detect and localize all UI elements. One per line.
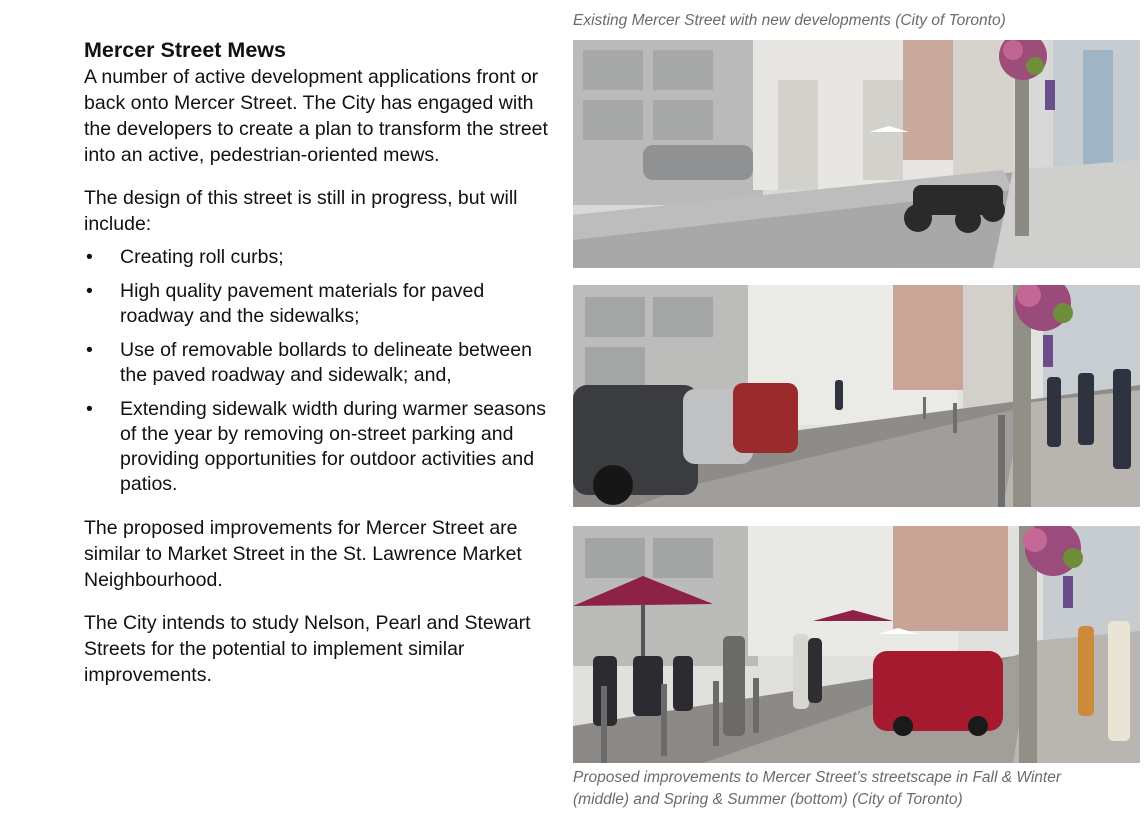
design-paragraph: The design of this street is still in progress, but will include: <box>84 187 518 235</box>
improvements-list <box>84 245 554 497</box>
article-heading: Mercer Street Mews <box>84 38 286 62</box>
bullet-icon: • <box>86 339 93 361</box>
bottom-caption: Proposed improvements to Mercer Street’s streetscape in Fall & Winter (middle) and Spring & Summer (bottom) (City of Toronto) <box>573 769 1062 808</box>
list-item: • Extending sidewalk width during warmer seasons of the year by removing on-street parking and providing opportunities for outdoor activities and patios. <box>86 398 546 495</box>
bullet-icon: • <box>86 398 93 420</box>
bullet-icon: • <box>86 280 93 302</box>
list-item: • Use of removable bollards to delineate between the paved roadway and sidewalk; and, <box>86 339 532 386</box>
list-item: • High quality pavement materials for paved roadway and the sidewalks; <box>86 280 485 327</box>
market-street-paragraph: The proposed improvements for Mercer Street are similar to Market Street in the St. Lawrence Market Neighbourhood. <box>84 517 522 591</box>
fall-winter-rendering <box>573 285 1140 507</box>
intro-paragraph: A number of active development applications front or back onto Mercer Street. The City has engaged with the developers to create a plan to transform the street into an active, pedestrian-oriented mews. <box>84 66 548 166</box>
article-column <box>84 36 554 705</box>
spring-summer-rendering <box>573 526 1140 763</box>
list-item: • Creating roll curbs; <box>86 246 284 268</box>
bullet-icon: • <box>86 246 93 268</box>
study-paragraph: The City intends to study Nelson, Pearl and Stewart Streets for the potential to implement similar improvements. <box>84 612 531 686</box>
existing-street-photo <box>573 40 1140 268</box>
top-caption: Existing Mercer Street with new developments (City of Toronto) <box>573 12 1006 29</box>
